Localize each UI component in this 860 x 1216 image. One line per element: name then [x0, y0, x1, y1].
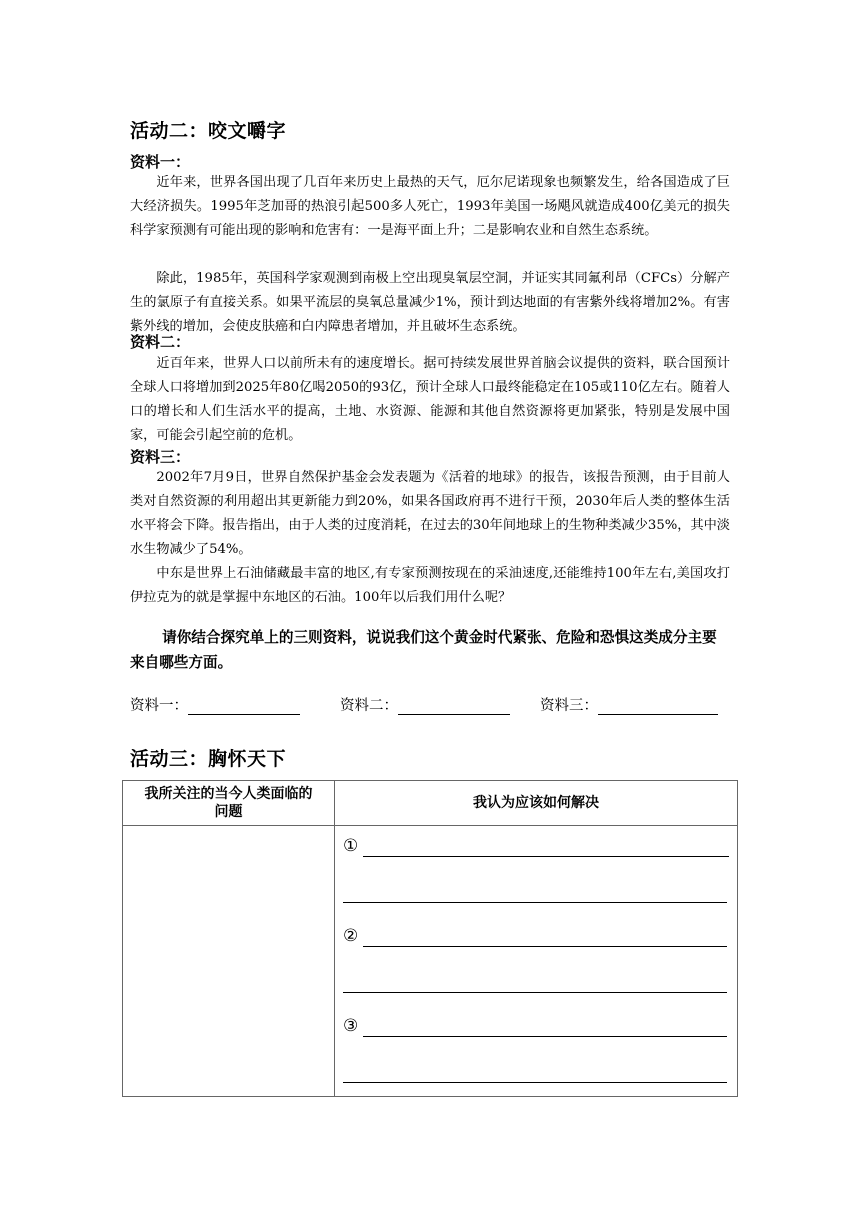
table-header-problem: 我所关注的当今人类面临的问题 — [123, 781, 335, 826]
blank-label-material3: 资料三： — [540, 698, 598, 714]
material3-paragraph-1: 2002年7月9日，世界自然保护基金会发表题为《活着的地球》的报告，该报告预测，由于目前人类对自然资源的利用超出其更新能力到20%，如果各国政府再不进行干预，2030年后人类的整体生活水平将会下降。报告指出，由于人类的过度消耗，在过去的30年间地球上的生物种类减少35%，其中淡水生物减少了54%。 — [130, 470, 730, 557]
solution-line-2b[interactable] — [343, 992, 727, 993]
material3-paragraph-2: 中东是世界上石油储藏最丰富的地区,有专家预测按现在的采油速度,还能维持100年左右,美国攻打伊拉克为的就是掌握中东地区的石油。100年以后我们用什么呢？ — [130, 566, 730, 605]
solution-lines — [335, 826, 737, 1096]
blank-item-material1 — [130, 694, 300, 715]
activity3-table — [122, 780, 738, 1097]
material3-label: 资料三： — [130, 448, 191, 466]
material2-paragraph-1: 近百年来，世界人口以前所未有的速度增长。据可持续发展世界首脑会议提供的资料，联合国预计全球人口将增加到2025年80亿喝2050的93亿，预计全球人口最终能稳定在105或110亿左右。随着人口的增长和人们生活水平的提高，土地、水资源、能源和其他自然资源将更加紧张，特别是发展中国家，可能会引起空前的危机。 — [130, 356, 730, 443]
solution-answer-cell — [335, 826, 738, 1097]
material1-paragraph-2: 除此，1985年，英国科学家观测到南极上空出现臭氧层空洞，并证实其同氟利昂（CFCs）分解产生的氯原子有直接关系。如果平流层的臭氧总量减少1%，预计到达地面的有害紫外线将增加2%。有害紫外线的增加，会使皮肤癌和白内障患者增加，并且破坏生态系统。 — [130, 271, 730, 334]
solution-mark-3: ③ — [343, 1016, 359, 1036]
activity3-title: 活动三：胸怀天下 — [130, 748, 287, 770]
blank-label-material1: 资料一： — [130, 698, 188, 714]
solution-line-1a[interactable] — [363, 856, 729, 857]
blank-item-material2 — [340, 694, 510, 715]
answer-blanks-row — [130, 694, 740, 716]
solution-mark-1: ① — [343, 836, 359, 856]
blank-line-material1[interactable] — [188, 698, 300, 715]
table-header-row — [123, 781, 738, 826]
table-row — [123, 826, 738, 1097]
solution-line-3a[interactable] — [363, 1036, 727, 1037]
material2-label: 资料二： — [130, 333, 191, 351]
problem-answer-cell[interactable] — [123, 826, 335, 1097]
material1-paragraph-1: 近年来，世界各国出现了几百年来历史上最热的天气，厄尔尼诺现象也频繁发生，给各国造成了巨大经济损失。1995年芝加哥的热浪引起500多人死亡，1993年美国一场飓风就造成400亿美元的损失科学家预测有可能出现的影响和危害有：一是海平面上升；二是影响农业和自然生态系统。 — [130, 175, 730, 238]
activity2-title: 活动二：咬文嚼字 — [130, 120, 287, 142]
blank-item-material3 — [540, 694, 718, 715]
activity2-prompt: 请你结合探究单上的三则资料，说说我们这个黄金时代紧张、危险和恐惧这类成分主要来自哪些方面。 — [130, 629, 717, 671]
blank-line-material3[interactable] — [598, 698, 718, 715]
solution-mark-2: ② — [343, 926, 359, 946]
solution-line-2a[interactable] — [363, 946, 727, 947]
table-header-solution: 我认为应该如何解决 — [335, 781, 738, 826]
solution-line-1b[interactable] — [343, 902, 727, 903]
solution-line-3b[interactable] — [343, 1082, 727, 1083]
material1-label: 资料一： — [130, 153, 191, 171]
blank-line-material2[interactable] — [398, 698, 510, 715]
blank-label-material2: 资料二： — [340, 698, 398, 714]
